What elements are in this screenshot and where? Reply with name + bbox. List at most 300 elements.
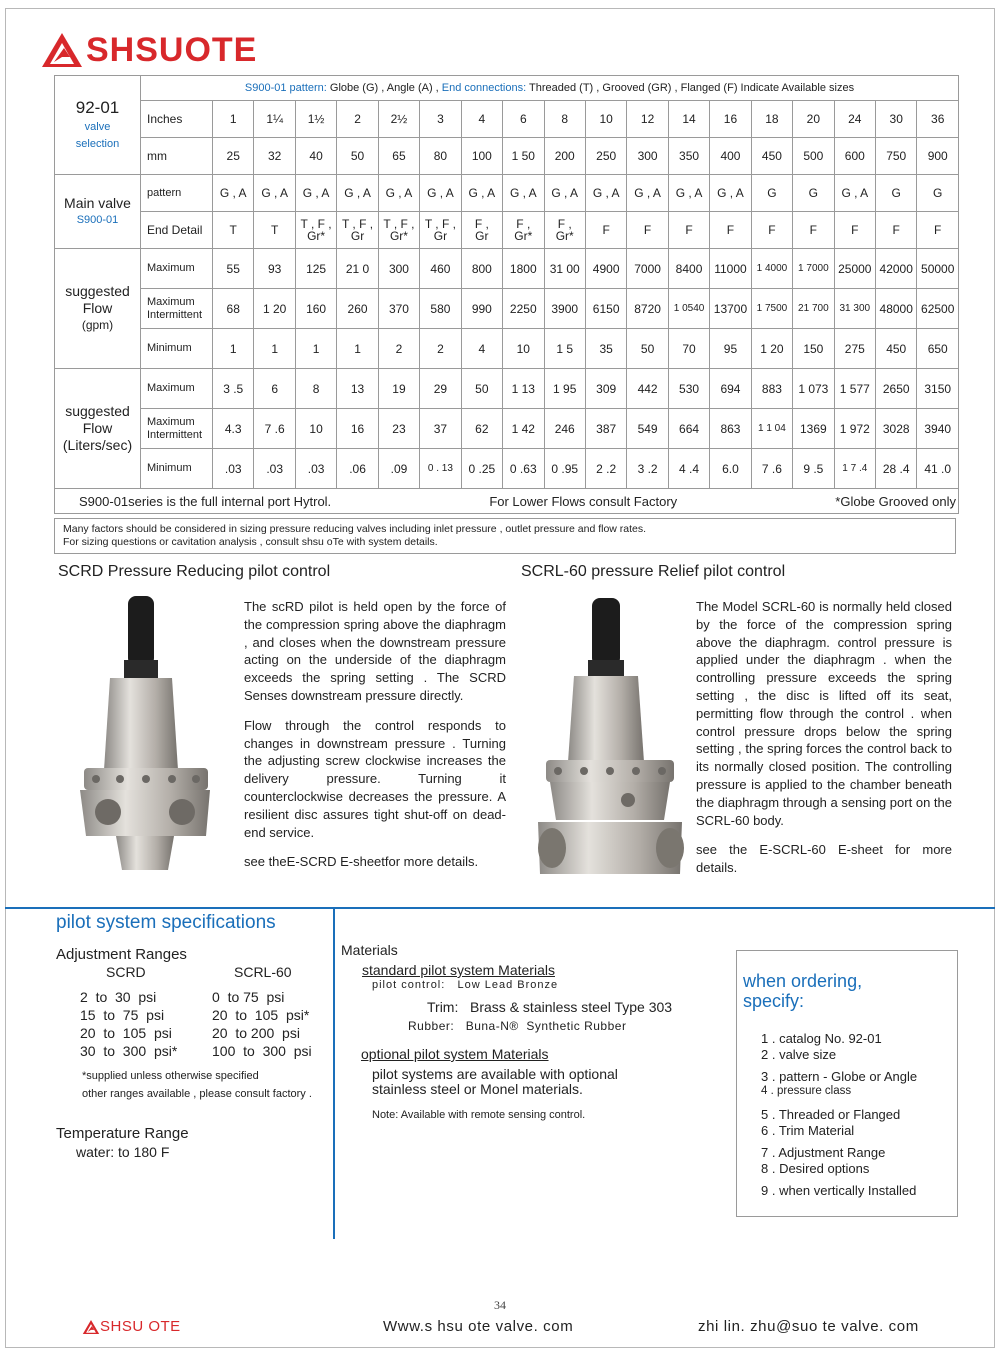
table-cell: 62 xyxy=(461,409,502,449)
table-cell: 450 xyxy=(751,138,792,175)
table-cell: 50 xyxy=(627,329,668,369)
pattern-header-label: S900-01 pattern: xyxy=(244,82,327,94)
table-cell: 19 xyxy=(378,369,419,409)
table-cell: G , A xyxy=(668,175,709,212)
row-label: mm xyxy=(141,138,213,175)
gpm-group-l2: Flow xyxy=(82,300,113,316)
end-detail-line: Gr* xyxy=(514,229,533,243)
table-cell: 55 xyxy=(213,249,254,289)
table-cell: 580 xyxy=(420,289,461,329)
sizing-note-line1: Many factors should be considered in sizing pressure reducing valves including inlet pressure , outlet pressure and flow rates. xyxy=(63,523,647,535)
table-cell: 246 xyxy=(544,409,585,449)
gpm-group-cell xyxy=(55,249,141,369)
table-cell: 7 .6 xyxy=(751,449,792,489)
table-cell: 2 xyxy=(378,329,419,369)
table-cell: 1 577 xyxy=(834,369,875,409)
ordering-item: 9 . when vertically Installed xyxy=(761,1183,917,1198)
row-label xyxy=(141,289,213,329)
table-cell: 41 .0 xyxy=(917,449,959,489)
table-cell: 1 13 xyxy=(503,369,544,409)
row-label xyxy=(141,409,213,449)
end-detail-line: T , F , xyxy=(341,217,374,231)
table-cell: 100 xyxy=(461,138,502,175)
footer-email[interactable]: zhi lin. zhu@suo te valve. com xyxy=(698,1318,919,1335)
table-cell: 150 xyxy=(793,329,834,369)
range-item: 20 to 105 psi* xyxy=(212,1007,310,1023)
scrd-pilot-photo xyxy=(70,590,220,880)
scrd-description xyxy=(244,598,506,883)
adjustment-title: Adjustment Ranges xyxy=(56,946,187,963)
table-cell: 24 xyxy=(834,101,875,138)
ordering-item: 7 . Adjustment Range xyxy=(761,1145,886,1160)
table-cell: 4900 xyxy=(585,249,626,289)
end-detail-line: T , F , xyxy=(383,217,415,231)
main-valve-label: Main valve xyxy=(64,194,131,211)
table-cell: 3940 xyxy=(917,409,959,449)
table-cell: 260 xyxy=(337,289,378,329)
brand-name: SHSUOTE xyxy=(86,30,258,69)
table-cell: .03 xyxy=(254,449,295,489)
lps-group-l2: Flow xyxy=(82,420,113,436)
row-label: Inches xyxy=(141,101,213,138)
table-cell: 13700 xyxy=(710,289,751,329)
lps-group-l1: suggested xyxy=(65,403,130,419)
table-cell: 442 xyxy=(627,369,668,409)
table-cell: 1 20 xyxy=(254,289,295,329)
table-cell: 31 300 xyxy=(834,289,875,329)
table-cell: 1 1 04 xyxy=(751,409,792,449)
table-cell: 7 .6 xyxy=(254,409,295,449)
table-cell: 549 xyxy=(627,409,668,449)
ordering-item: 3 . pattern - Globe or Angle xyxy=(761,1069,918,1084)
table-cell: .03 xyxy=(295,449,336,489)
row-label: Maximum xyxy=(141,249,213,289)
table-cell: 530 xyxy=(668,369,709,409)
table-cell: 1 20 xyxy=(751,329,792,369)
end-detail-line: F xyxy=(643,223,652,237)
table-cell: 1 4000 xyxy=(751,249,792,289)
table-cell: 7000 xyxy=(627,249,668,289)
row-label: Minimum xyxy=(141,329,213,369)
table-cell: 1 972 xyxy=(834,409,875,449)
scrd-ranges xyxy=(80,988,177,1060)
footer-note-right: *Globe Grooved only xyxy=(835,493,956,509)
table-cell: 3900 xyxy=(544,289,585,329)
main-valve-sub: S900-01 xyxy=(76,213,119,226)
table-cell: 35 xyxy=(585,329,626,369)
end-detail-line: F xyxy=(934,223,942,237)
table-cell: 370 xyxy=(378,289,419,329)
table-cell: 50000 xyxy=(917,249,959,289)
table-cell: 1 xyxy=(295,329,336,369)
table-header xyxy=(141,76,959,101)
table-cell: 8400 xyxy=(668,249,709,289)
scrd-range-head: SCRD xyxy=(106,964,146,980)
scrd-paragraph-1: The scRD pilot is held open by the force of the compression spring above the diaphragm , and closes when the downstream pressure acting on the underside of the diaphragm exceeds the spring setting . The SCRD Senses downstream pressure directly. xyxy=(244,599,506,703)
scrl-paragraph-1: The Model SCRL-60 is normally held closed by the force of the compression spring above the diaphragm. control pressure is applied under the diaphragm . when the controlling pressure exceeds the spring setting , the disc is lifted off its seat, permitting flow through the control . when control pressure drops below the spring setting , the spring forces the control back to its normally closed position. The controlling pressure is applied to the chamber beneath the diaphragm through a sensing port on the SCRL-60 body. xyxy=(696,599,952,828)
main-valve-cell xyxy=(55,175,141,249)
table-cell: 29 xyxy=(420,369,461,409)
table-cell: 300 xyxy=(378,249,419,289)
table-cell: 50 xyxy=(461,369,502,409)
range-item: 20 to 200 psi xyxy=(212,1025,300,1041)
pattern-header-text: Globe (G) , Angle (A) , xyxy=(326,82,439,94)
table-cell: 1 42 xyxy=(503,409,544,449)
footer-brand-mark-icon xyxy=(82,1319,100,1335)
row-label: End Detail xyxy=(141,212,213,249)
table-cell: G , A xyxy=(585,175,626,212)
table-cell: G , A xyxy=(710,175,751,212)
table-cell: G , A xyxy=(254,175,295,212)
table-cell: 1 xyxy=(337,329,378,369)
table-cell: 2650 xyxy=(876,369,917,409)
table-cell: G xyxy=(793,175,834,212)
table-cell: G , A xyxy=(337,175,378,212)
table-cell: 31 00 xyxy=(544,249,585,289)
table-cell: 664 xyxy=(668,409,709,449)
table-cell: 1 073 xyxy=(793,369,834,409)
table-cell: 2 xyxy=(337,101,378,138)
row-label: Minimum xyxy=(141,449,213,489)
table-cell: 4.3 xyxy=(213,409,254,449)
pilot-control-material: pilot control: Low Lead Bronze xyxy=(372,979,559,991)
sizing-note-line2: For sizing questions or cavitation analysis , consult shsu oTe with system details. xyxy=(63,536,438,548)
table-cell: .09 xyxy=(378,449,419,489)
table-cell xyxy=(917,212,959,249)
valve-selection-table xyxy=(54,75,959,514)
table-cell: 25000 xyxy=(834,249,875,289)
table-cell: 14 xyxy=(668,101,709,138)
table-cell: 37 xyxy=(420,409,461,449)
row-label-line: Maximum xyxy=(147,415,195,428)
remote-sensing-note: Note: Available with remote sensing control. xyxy=(372,1109,586,1121)
end-detail-line: Gr xyxy=(433,229,448,243)
footer-note-mid: For Lower Flows consult Factory xyxy=(489,493,678,509)
table-cell: 2250 xyxy=(503,289,544,329)
other-ranges-note: other ranges available , please consult factory . xyxy=(82,1088,312,1100)
end-detail-line: F , xyxy=(557,217,572,231)
row-label-line: Maximum xyxy=(147,295,195,308)
table-cell: 68 xyxy=(213,289,254,329)
row-label-line: Intermittent xyxy=(147,308,203,321)
table-cell: 25 xyxy=(213,138,254,175)
table-cell: G , A xyxy=(378,175,419,212)
supplied-note: *supplied unless otherwise specified xyxy=(82,1070,259,1082)
table-cell: 883 xyxy=(751,369,792,409)
table-cell: 125 xyxy=(295,249,336,289)
catalog-cell xyxy=(55,76,141,175)
row-label: pattern xyxy=(141,175,213,212)
table-cell: 387 xyxy=(585,409,626,449)
table-cell: G , A xyxy=(420,175,461,212)
table-cell: 0 .25 xyxy=(461,449,502,489)
table-cell: 12 xyxy=(627,101,668,138)
table-cell: 6 xyxy=(503,101,544,138)
table-cell: 250 xyxy=(585,138,626,175)
selection-title-2: selection xyxy=(75,138,120,150)
table-cell: 16 xyxy=(337,409,378,449)
section-divider xyxy=(5,907,995,909)
table-cell: 16 xyxy=(710,101,751,138)
end-detail-line: F xyxy=(809,223,818,237)
brand-mark-icon xyxy=(40,31,84,69)
table-cell: 6.0 xyxy=(710,449,751,489)
brand-logo xyxy=(40,30,257,70)
column-divider xyxy=(333,909,335,1239)
table-cell xyxy=(337,212,378,249)
table-cell: 6150 xyxy=(585,289,626,329)
end-detail-line: F xyxy=(685,223,693,237)
table-cell: 11000 xyxy=(710,249,751,289)
row-label: Maximum xyxy=(141,369,213,409)
ordering-item: 8 . Desired options xyxy=(761,1161,870,1176)
table-cell: G , A xyxy=(461,175,502,212)
ordering-item: 1 . catalog No. 92-01 xyxy=(761,1031,882,1046)
end-detail-line: Gr xyxy=(475,229,489,243)
scrl-pilot-photo xyxy=(530,592,690,892)
table-cell xyxy=(627,212,668,249)
gpm-group-l1: suggested xyxy=(65,283,130,299)
table-cell: G , A xyxy=(213,175,254,212)
specs-title: pilot system specifications xyxy=(56,912,276,933)
table-cell: 350 xyxy=(668,138,709,175)
table-cell: 200 xyxy=(544,138,585,175)
footer-note-left: S900-01series is the full internal port Hytrol. xyxy=(79,493,332,509)
table-cell xyxy=(544,212,585,249)
table-cell xyxy=(254,212,295,249)
row-gpm-max xyxy=(55,249,959,289)
end-detail-line: F xyxy=(768,223,776,237)
table-cell: 4 .4 xyxy=(668,449,709,489)
table-cell: 900 xyxy=(917,138,959,175)
table-cell: 400 xyxy=(710,138,751,175)
table-cell xyxy=(461,212,502,249)
table-cell: 0 .63 xyxy=(503,449,544,489)
table-cell: G xyxy=(917,175,959,212)
table-cell: 8 xyxy=(544,101,585,138)
table-cell: 21 700 xyxy=(793,289,834,329)
end-detail-line: F xyxy=(851,223,859,237)
footer-brand-name: SHSU OTE xyxy=(100,1318,181,1335)
table-cell: 4 xyxy=(461,101,502,138)
table-cell: 309 xyxy=(585,369,626,409)
table-cell: 42000 xyxy=(876,249,917,289)
footer-logo xyxy=(82,1318,181,1335)
table-cell: 13 xyxy=(337,369,378,409)
ordering-item: 4 . pressure class xyxy=(761,1085,852,1097)
table-cell: 275 xyxy=(834,329,875,369)
table-cell: 600 xyxy=(834,138,875,175)
end-detail-line: Gr* xyxy=(389,229,408,243)
table-cell: 20 xyxy=(793,101,834,138)
table-cell: 9 .5 xyxy=(793,449,834,489)
ordering-title-1: when ordering, xyxy=(743,971,863,991)
table-cell: 30 xyxy=(876,101,917,138)
footer-website[interactable]: Www.s hsu ote valve. com xyxy=(383,1318,574,1335)
row-end-detail xyxy=(55,212,959,249)
table-cell: .06 xyxy=(337,449,378,489)
table-cell xyxy=(585,212,626,249)
table-cell: 1 95 xyxy=(544,369,585,409)
table-cell: 1 50 xyxy=(503,138,544,175)
end-detail-line: T xyxy=(229,223,237,237)
table-cell xyxy=(420,212,461,249)
row-inches xyxy=(55,101,959,138)
table-cell: 990 xyxy=(461,289,502,329)
connection-header-label: End connections: xyxy=(438,82,527,94)
table-cell: 0 . 13 xyxy=(420,449,461,489)
table-cell: 750 xyxy=(876,138,917,175)
table-cell: 1369 xyxy=(793,409,834,449)
table-cell: 93 xyxy=(254,249,295,289)
end-detail-line: T , F , xyxy=(424,217,456,231)
ordering-title-2: specify: xyxy=(743,991,805,1011)
table-cell: 3 xyxy=(420,101,461,138)
table-cell xyxy=(834,212,875,249)
rubber-material: Rubber: Buna-N® Synthetic Rubber xyxy=(408,1019,627,1033)
table-cell: 650 xyxy=(917,329,959,369)
end-detail-line: F xyxy=(726,223,735,237)
ordering-list xyxy=(743,1031,957,1199)
range-item: 0 to 75 psi xyxy=(212,989,285,1005)
table-cell: 48000 xyxy=(876,289,917,329)
table-cell: 1¼ xyxy=(254,101,295,138)
materials-title: Materials xyxy=(341,942,398,958)
table-cell: 21 0 xyxy=(337,249,378,289)
table-cell: 62500 xyxy=(917,289,959,329)
lps-group-l3: (Liters/sec) xyxy=(62,437,133,453)
row-lps-int xyxy=(55,409,959,449)
catalog-number: 92-01 xyxy=(75,98,120,117)
end-detail-line: Gr* xyxy=(307,229,326,243)
table-cell xyxy=(503,212,544,249)
row-lps-min xyxy=(55,449,959,489)
table-cell xyxy=(876,212,917,249)
table-cell: 1½ xyxy=(295,101,336,138)
end-detail-line: F xyxy=(892,223,900,237)
table-cell: G , A xyxy=(503,175,544,212)
table-cell xyxy=(751,212,792,249)
table-cell: 10 xyxy=(585,101,626,138)
table-cell xyxy=(378,212,419,249)
range-item: 2 to 30 psi xyxy=(80,989,157,1005)
table-cell: 3 .2 xyxy=(627,449,668,489)
table-cell: 50 xyxy=(337,138,378,175)
table-cell: 500 xyxy=(793,138,834,175)
gpm-group-l3: (gpm) xyxy=(81,318,114,332)
table-cell: 80 xyxy=(420,138,461,175)
scrl-description xyxy=(696,598,952,889)
end-detail-line: T xyxy=(270,223,279,237)
row-lps-max xyxy=(55,369,959,409)
table-cell: 1 0540 xyxy=(668,289,709,329)
table-cell: 450 xyxy=(876,329,917,369)
ordering-item: 2 . valve size xyxy=(761,1047,837,1062)
table-cell xyxy=(295,212,336,249)
table-cell: G xyxy=(876,175,917,212)
row-label-line: Intermittent xyxy=(147,428,203,441)
scrd-paragraph-3: see theE-SCRD E-sheetfor more details. xyxy=(244,854,479,870)
lps-group-cell xyxy=(55,369,141,489)
table-cell: 8720 xyxy=(627,289,668,329)
scrl-paragraph-2: see the E-SCRL-60 E-sheet for more details. xyxy=(696,842,952,876)
table-cell: 23 xyxy=(378,409,419,449)
scrl-title: SCRL-60 pressure Relief pilot control xyxy=(521,563,786,580)
range-item: 20 to 105 psi xyxy=(80,1025,172,1041)
ordering-item: 6 . Trim Material xyxy=(761,1123,855,1138)
table-cell: 1800 xyxy=(503,249,544,289)
table-cell: 6 xyxy=(254,369,295,409)
table-cell: 10 xyxy=(295,409,336,449)
table-footer xyxy=(55,489,959,514)
table-cell: 1 xyxy=(254,329,295,369)
table-cell: 1 7 .4 xyxy=(834,449,875,489)
scrd-title: SCRD Pressure Reducing pilot control xyxy=(58,563,331,580)
end-detail-line: F , xyxy=(474,217,489,231)
table-cell: 1 7500 xyxy=(751,289,792,329)
ordering-box xyxy=(736,950,958,1217)
table-cell: 300 xyxy=(627,138,668,175)
table-cell: 28 .4 xyxy=(876,449,917,489)
table-cell: 3028 xyxy=(876,409,917,449)
table-cell xyxy=(793,212,834,249)
optional-materials-l1: pilot systems are available with optional xyxy=(372,1066,618,1082)
page-number: 34 xyxy=(494,1298,506,1312)
table-cell xyxy=(213,212,254,249)
table-cell: 10 xyxy=(503,329,544,369)
selection-title-1: valve xyxy=(84,121,111,133)
table-cell: 863 xyxy=(710,409,751,449)
table-cell: 40 xyxy=(295,138,336,175)
temperature-value: water: to 180 F xyxy=(76,1144,170,1160)
table-cell: G , A xyxy=(544,175,585,212)
scrl-ranges xyxy=(212,988,312,1060)
range-item: 30 to 300 psi* xyxy=(80,1043,178,1059)
end-detail-line: Gr* xyxy=(555,229,574,243)
table-cell: 1 7000 xyxy=(793,249,834,289)
temperature-title: Temperature Range xyxy=(56,1125,189,1142)
table-cell: G xyxy=(751,175,792,212)
table-cell: 160 xyxy=(295,289,336,329)
table-cell: 3150 xyxy=(917,369,959,409)
table-cell: 18 xyxy=(751,101,792,138)
table-cell: 2½ xyxy=(378,101,419,138)
row-gpm-min xyxy=(55,329,959,369)
end-detail-line: Gr xyxy=(350,229,365,243)
table-cell: 1 xyxy=(213,101,254,138)
scrl-range-head: SCRL-60 xyxy=(234,964,292,980)
table-cell: 32 xyxy=(254,138,295,175)
table-cell: 800 xyxy=(461,249,502,289)
table-cell: 694 xyxy=(710,369,751,409)
table-cell: 36 xyxy=(917,101,959,138)
ordering-item: 5 . Threaded or Flanged xyxy=(761,1107,901,1122)
table-cell: 3 .5 xyxy=(213,369,254,409)
row-mm xyxy=(55,138,959,175)
trim-material: Trim: Brass & stainless steel Type 303 xyxy=(427,999,673,1015)
table-cell: 2 xyxy=(420,329,461,369)
table-cell: 65 xyxy=(378,138,419,175)
table-cell: 460 xyxy=(420,249,461,289)
table-cell xyxy=(710,212,751,249)
table-cell: .03 xyxy=(213,449,254,489)
table-cell xyxy=(668,212,709,249)
standard-materials-title: standard pilot system Materials xyxy=(362,962,555,978)
table-cell: 2 .2 xyxy=(585,449,626,489)
table-cell: 1 5 xyxy=(544,329,585,369)
sizing-note xyxy=(54,518,956,554)
end-detail-line: T , F , xyxy=(300,217,332,231)
